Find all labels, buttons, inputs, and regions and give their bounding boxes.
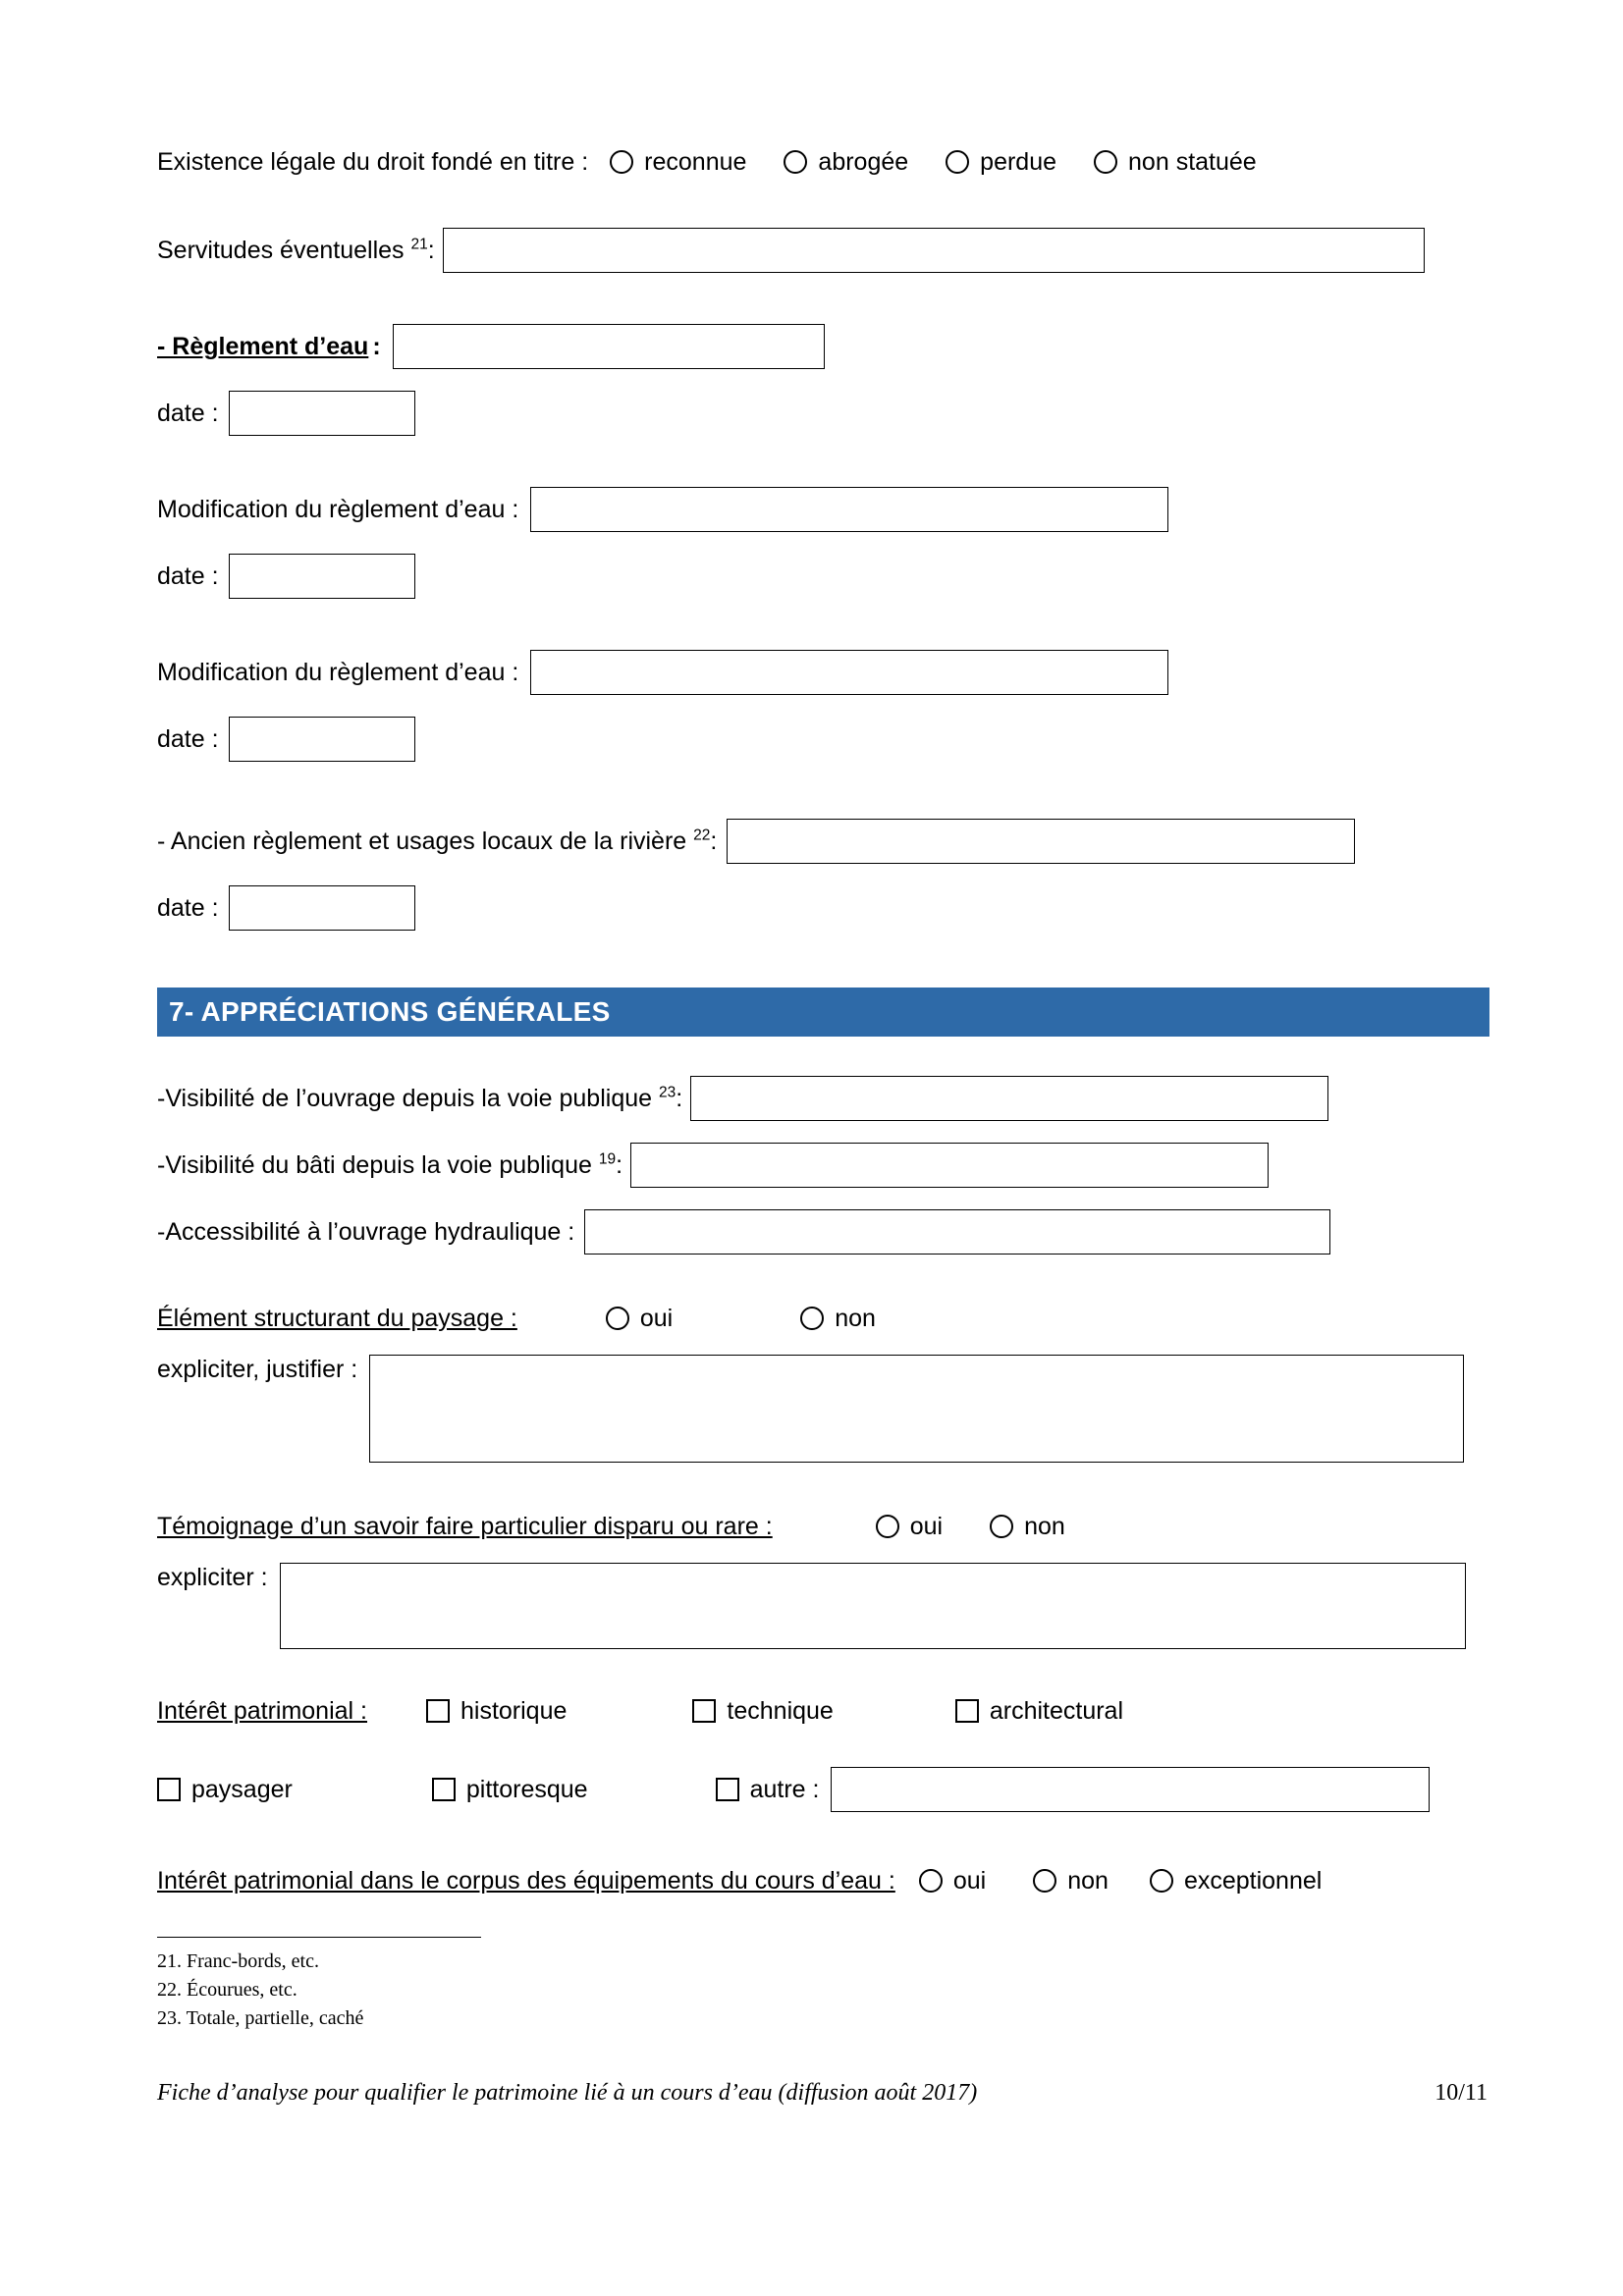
- modification1-date-input[interactable]: [229, 554, 415, 599]
- footnote-ref: 22: [693, 827, 711, 844]
- footnote-separator: [157, 1937, 481, 1938]
- footnote-ref: 21: [410, 236, 428, 253]
- option-label: oui: [952, 1867, 987, 1895]
- ancien-reglement-label-text: - Ancien règlement et usages locaux de la rivière: [157, 828, 694, 855]
- legal-existence-option-abrogee[interactable]: [784, 147, 908, 177]
- radio-icon[interactable]: [1094, 150, 1117, 174]
- ancien-reglement-row: [157, 819, 1466, 864]
- accessibilite-row: [157, 1209, 1466, 1255]
- servitudes-label-text: Servitudes éventuelles: [157, 237, 411, 264]
- reglement-eau-label: - Règlement d’eau: [157, 333, 369, 360]
- visibilite-ouvrage-label-text: -Visibilité de l’ouvrage depuis la voie publique: [157, 1085, 659, 1112]
- checkbox-technique[interactable]: [692, 1696, 833, 1726]
- option-label: oui: [909, 1513, 944, 1540]
- visibilite-ouvrage-input[interactable]: [690, 1076, 1328, 1121]
- option-label: pittoresque: [465, 1776, 588, 1803]
- legal-existence-label: Existence légale du droit fondé en titre :: [157, 148, 589, 176]
- temoignage-row: [157, 1512, 1466, 1541]
- interet-patrimonial-label: Intérêt patrimonial :: [157, 1697, 367, 1725]
- checkbox-architectural[interactable]: [955, 1696, 1123, 1726]
- option-label: architectural: [989, 1697, 1124, 1725]
- option-label: oui: [639, 1305, 674, 1332]
- visibilite-bati-label-text: -Visibilité du bâti depuis la voie publique: [157, 1151, 599, 1179]
- temoignage-explain-label: expliciter :: [157, 1564, 268, 1591]
- footnote-22: 22. Écourues, etc.: [157, 1979, 298, 2001]
- checkbox-icon[interactable]: [716, 1778, 739, 1801]
- legal-existence-option-non-statuee[interactable]: [1094, 147, 1257, 177]
- visibilite-bati-label: [157, 1150, 622, 1180]
- accessibilite-input[interactable]: [584, 1209, 1330, 1255]
- checkbox-historique[interactable]: [426, 1696, 567, 1726]
- checkbox-icon[interactable]: [157, 1778, 181, 1801]
- radio-icon[interactable]: [606, 1307, 629, 1330]
- modification2-date-input[interactable]: [229, 717, 415, 762]
- footnotes-block: [157, 1937, 1466, 2033]
- interet-corpus-row: [157, 1866, 1466, 1896]
- servitudes-label-tail: :: [427, 237, 435, 264]
- interet-corpus-option-non[interactable]: [1033, 1866, 1109, 1896]
- footer-page-number: 10/11: [1434, 2080, 1488, 2106]
- ancien-reglement-date-row: [157, 885, 1466, 931]
- temoignage-explain-input[interactable]: [280, 1563, 1466, 1649]
- interet-patrimonial-autre-input[interactable]: [831, 1767, 1430, 1812]
- radio-icon[interactable]: [919, 1869, 943, 1893]
- option-label: non: [1067, 1867, 1109, 1895]
- radio-icon[interactable]: [876, 1515, 899, 1538]
- option-label: technique: [727, 1697, 834, 1725]
- option-label: historique: [460, 1697, 568, 1725]
- visibilite-bati-row: [157, 1143, 1466, 1188]
- footnote-ref: 19: [598, 1150, 617, 1168]
- radio-icon[interactable]: [800, 1307, 824, 1330]
- modification1-label: Modification du règlement d’eau :: [157, 496, 519, 523]
- modification1-row: [157, 487, 1466, 532]
- ancien-reglement-input[interactable]: [727, 819, 1355, 864]
- temoignage-label: Témoignage d’un savoir faire particulier disparu ou rare :: [157, 1513, 773, 1540]
- element-structurant-explain-row: [157, 1355, 1466, 1463]
- legal-existence-row: [157, 147, 1466, 177]
- element-structurant-explain-label: expliciter, justifier :: [157, 1356, 358, 1383]
- checkbox-paysager[interactable]: [157, 1775, 293, 1804]
- checkbox-icon[interactable]: [432, 1778, 456, 1801]
- visibilite-bati-label-tail: :: [616, 1151, 623, 1179]
- modification2-row: [157, 650, 1466, 695]
- checkbox-icon[interactable]: [955, 1699, 979, 1723]
- option-label: exceptionnel: [1183, 1867, 1323, 1895]
- element-structurant-row: [157, 1304, 1466, 1333]
- reglement-eau-date-label: date :: [157, 400, 219, 427]
- modification2-date-row: [157, 717, 1466, 762]
- option-label: non statuée: [1128, 148, 1257, 176]
- interet-corpus-option-exceptionnel[interactable]: [1150, 1866, 1322, 1896]
- option-label: perdue: [980, 148, 1057, 176]
- radio-icon[interactable]: [610, 150, 633, 174]
- radio-icon[interactable]: [946, 150, 969, 174]
- interet-corpus-option-oui[interactable]: [919, 1866, 986, 1896]
- reglement-eau-label-tail: :: [372, 333, 381, 360]
- checkbox-icon[interactable]: [692, 1699, 716, 1723]
- element-structurant-explain-input[interactable]: [369, 1355, 1464, 1463]
- servitudes-label: [157, 236, 435, 265]
- ancien-reglement-date-input[interactable]: [229, 885, 415, 931]
- checkbox-pittoresque[interactable]: [432, 1775, 588, 1804]
- element-structurant-option-oui[interactable]: [606, 1304, 673, 1333]
- radio-icon[interactable]: [990, 1515, 1013, 1538]
- section-7-header: 7- APPRÉCIATIONS GÉNÉRALES: [157, 988, 1489, 1037]
- temoignage-explain-row: [157, 1563, 1466, 1649]
- reglement-eau-date-row: [157, 391, 1466, 436]
- visibilite-bati-input[interactable]: [630, 1143, 1269, 1188]
- option-label: non: [835, 1305, 876, 1332]
- servitudes-row: [157, 228, 1466, 273]
- footer-text: Fiche d’analyse pour qualifier le patrimoine lié à un cours d’eau (diffusion août 2017): [157, 2080, 978, 2106]
- visibilite-ouvrage-label-tail: :: [676, 1085, 683, 1112]
- checkbox-icon[interactable]: [426, 1699, 450, 1723]
- legal-existence-option-reconnue[interactable]: [610, 147, 746, 177]
- option-label: reconnue: [644, 148, 747, 176]
- ancien-reglement-label-tail: :: [710, 828, 718, 855]
- servitudes-input[interactable]: [443, 228, 1425, 273]
- checkbox-autre[interactable]: [716, 1775, 820, 1804]
- temoignage-option-non[interactable]: [990, 1512, 1065, 1541]
- radio-icon[interactable]: [1033, 1869, 1056, 1893]
- radio-icon[interactable]: [1150, 1869, 1173, 1893]
- interet-patrimonial-row2: [157, 1767, 1466, 1812]
- page-footer: [157, 2080, 1488, 2107]
- modification1-input[interactable]: [530, 487, 1168, 532]
- interet-patrimonial-row: [157, 1696, 1466, 1726]
- footnote-21: 21. Franc-bords, etc.: [157, 1950, 319, 1972]
- option-label: non: [1024, 1513, 1065, 1540]
- temoignage-option-oui[interactable]: [876, 1512, 943, 1541]
- modification2-input[interactable]: [530, 650, 1168, 695]
- modification2-date-label: date :: [157, 725, 219, 753]
- option-label: autre :: [749, 1776, 820, 1803]
- visibilite-ouvrage-label: [157, 1084, 682, 1113]
- reglement-eau-row: [157, 324, 1466, 369]
- reglement-eau-input[interactable]: [393, 324, 825, 369]
- modification1-date-label: date :: [157, 562, 219, 590]
- ancien-reglement-label: [157, 827, 717, 856]
- reglement-eau-date-input[interactable]: [229, 391, 415, 436]
- option-label: abrogée: [818, 148, 909, 176]
- modification2-label: Modification du règlement d’eau :: [157, 659, 519, 686]
- element-structurant-option-non[interactable]: [800, 1304, 876, 1333]
- footnote-23: 23. Totale, partielle, caché: [157, 2007, 364, 2029]
- footnote-ref: 23: [658, 1084, 676, 1101]
- interet-corpus-label: Intérêt patrimonial dans le corpus des équipements du cours d’eau :: [157, 1867, 895, 1895]
- element-structurant-label: Élément structurant du paysage :: [157, 1305, 517, 1332]
- option-label: paysager: [191, 1776, 293, 1803]
- visibilite-ouvrage-row: [157, 1076, 1466, 1121]
- legal-existence-option-perdue[interactable]: [946, 147, 1056, 177]
- modification1-date-row: [157, 554, 1466, 599]
- accessibilite-label: -Accessibilité à l’ouvrage hydraulique :: [157, 1218, 575, 1246]
- radio-icon[interactable]: [784, 150, 807, 174]
- ancien-reglement-date-label: date :: [157, 894, 219, 922]
